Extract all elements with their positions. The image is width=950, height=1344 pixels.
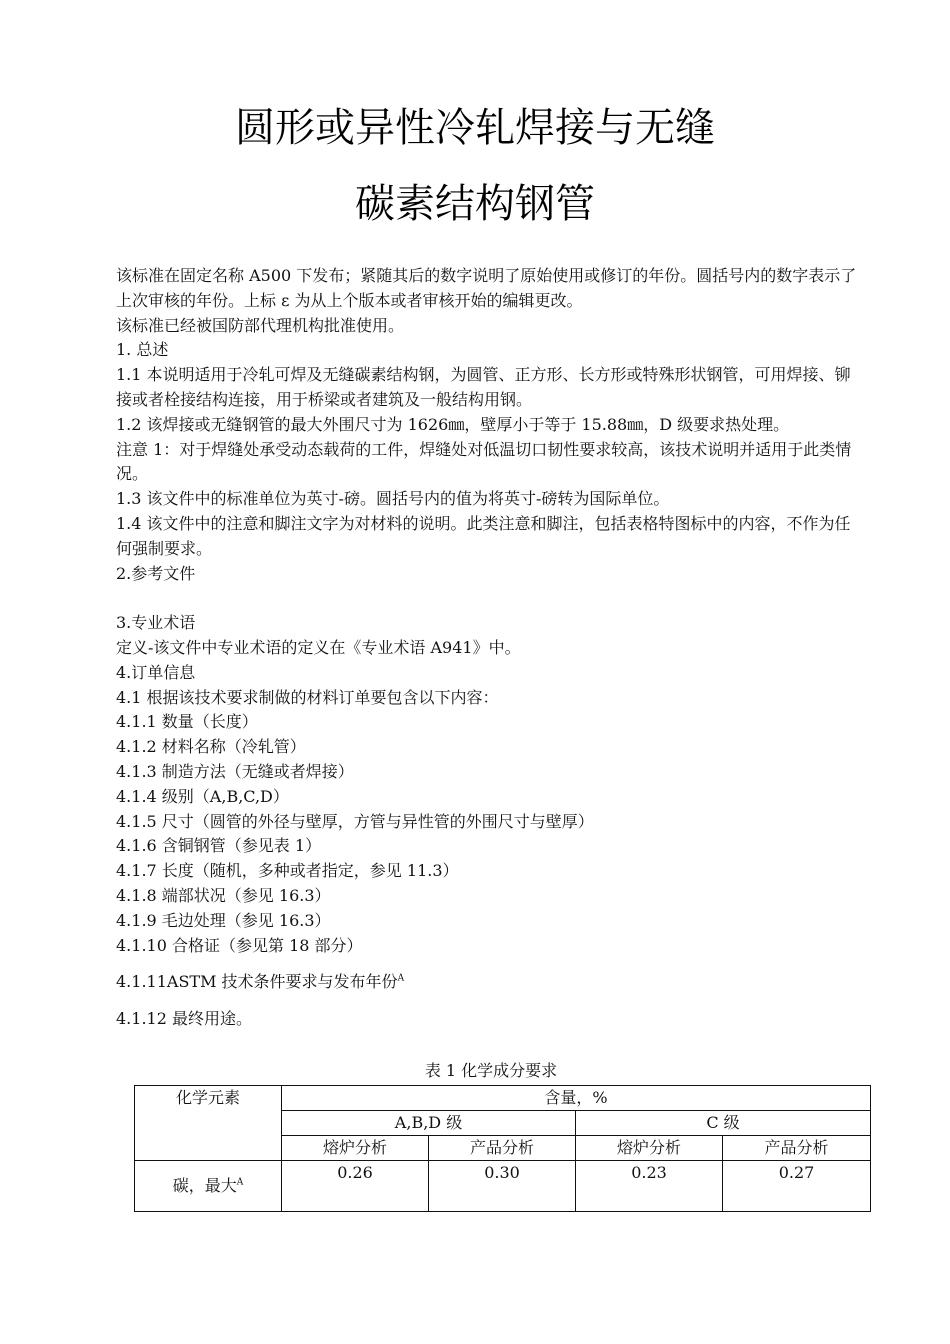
document-title-line-1: 圆形或异性冷轧焊接与无缝	[235, 105, 715, 151]
sub-header: 熔炉分析	[282, 1136, 429, 1161]
paragraph-3-definition: 定义-该文件中专业术语的定义在《专业术语 A941》中。	[116, 637, 521, 657]
table-row	[135, 1161, 871, 1212]
list-item: 4.1.9 毛边处理（参见 16.3）	[116, 910, 331, 930]
section-heading-3: 3.专业术语	[116, 613, 196, 633]
list-item-4-1-12: 4.1.12 最终用途。	[116, 1009, 252, 1029]
table-cell: 0.23	[576, 1161, 723, 1212]
table-cell: 0.30	[429, 1161, 576, 1212]
chemical-composition-table	[134, 1085, 871, 1212]
table-caption: 表 1 化学成分要求	[424, 1061, 558, 1080]
sub-header: 产品分析	[723, 1136, 871, 1161]
table-header-row	[135, 1086, 871, 1111]
row-label-text: 碳，最大	[172, 1176, 237, 1195]
list-item: 4.1.4 级别（A,B,C,D）	[116, 786, 289, 806]
document-title-line-2: 碳素结构钢管	[355, 181, 595, 227]
section-heading-4: 4.订单信息	[116, 662, 196, 682]
list-item: 4.1.5 尺寸（圆管的外径与壁厚，方管与异性管的外围尺寸与壁厚）	[116, 811, 594, 831]
list-item: 4.1.8 端部状况（参见 16.3）	[116, 885, 331, 905]
header-group-abd: A,B,D 级	[282, 1111, 576, 1136]
sub-header: 熔炉分析	[576, 1136, 723, 1161]
header-group-c: C 级	[576, 1111, 871, 1136]
footnote-marker: A	[397, 973, 405, 984]
table-cell: 0.27	[723, 1161, 871, 1212]
blank-line	[116, 586, 866, 611]
list-item: 4.1.7 长度（随机，多种或者指定，参见 11.3）	[116, 861, 459, 881]
list-item-text: 4.1.11ASTM 技术条件要求与发布年份	[116, 972, 398, 992]
paragraph-1-4: 1.4 该文件中的注意和脚注文字为对材料的说明。此类注意和脚注，包括表格特图标中的内容，不作为任何强制要求。	[116, 513, 851, 558]
list-item-4-1-11	[116, 970, 866, 995]
sub-header: 产品分析	[429, 1136, 576, 1161]
list-item: 4.1.3 制造方法（无缝或者焊接）	[116, 761, 354, 781]
paragraph-note-1: 注意 1：对于焊缝处承受动态载荷的工件，焊缝处对低温切口韧性要求较高，该技术说明并适用于此类情况。	[116, 439, 852, 484]
document-body	[116, 264, 866, 1032]
paragraph-1-1: 1.1 本说明适用于冷轧可焊及无缝碳素结构钢，为圆管、正方形、长方形或特殊形状钢管，可用焊接、铆接或者栓接结构连接，用于桥梁或者建筑及一般结构用钢。	[116, 365, 851, 409]
table-cell: 0.26	[282, 1161, 429, 1212]
paragraph-1-2: 1.2 该焊接或无缝钢管的最大外围尺寸为 1626㎜，壁厚小于等于 15.88㎜，D 级要求热处理。	[116, 414, 790, 434]
paragraph-approval: 该标准已经被国防部代理机构批准使用。	[116, 315, 405, 335]
section-heading-1: 1. 总述	[116, 340, 169, 360]
paragraph-4-1: 4.1 根据该技术要求制做的材料订单要包含以下内容：	[116, 687, 499, 707]
paragraph-intro: 该标准在固定名称 A500 下发布；紧随其后的数字说明了原始使用或修订的年份。圆括号内的数字表示了上次审核的年份。上标 ε 为从上个版本或者审核开始的编辑更改。	[116, 266, 857, 310]
header-element: 化学元素	[135, 1086, 282, 1161]
paragraph-1-3: 1.3 该文件中的标准单位为英寸-磅。圆括号内的值为将英寸-磅转为国际单位。	[116, 489, 670, 509]
footnote-marker: A	[236, 1177, 244, 1188]
list-item: 4.1.1 数量（长度）	[116, 712, 258, 732]
list-item: 4.1.10 合格证（参见第 18 部分）	[116, 935, 363, 955]
section-heading-2: 2.参考文件	[116, 563, 196, 583]
header-content: 含量，%	[282, 1086, 871, 1111]
list-item: 4.1.6 含铜钢管（参见表 1）	[116, 836, 322, 856]
row-label-carbon	[135, 1161, 282, 1212]
list-item: 4.1.2 材料名称（冷轧管）	[116, 737, 306, 757]
